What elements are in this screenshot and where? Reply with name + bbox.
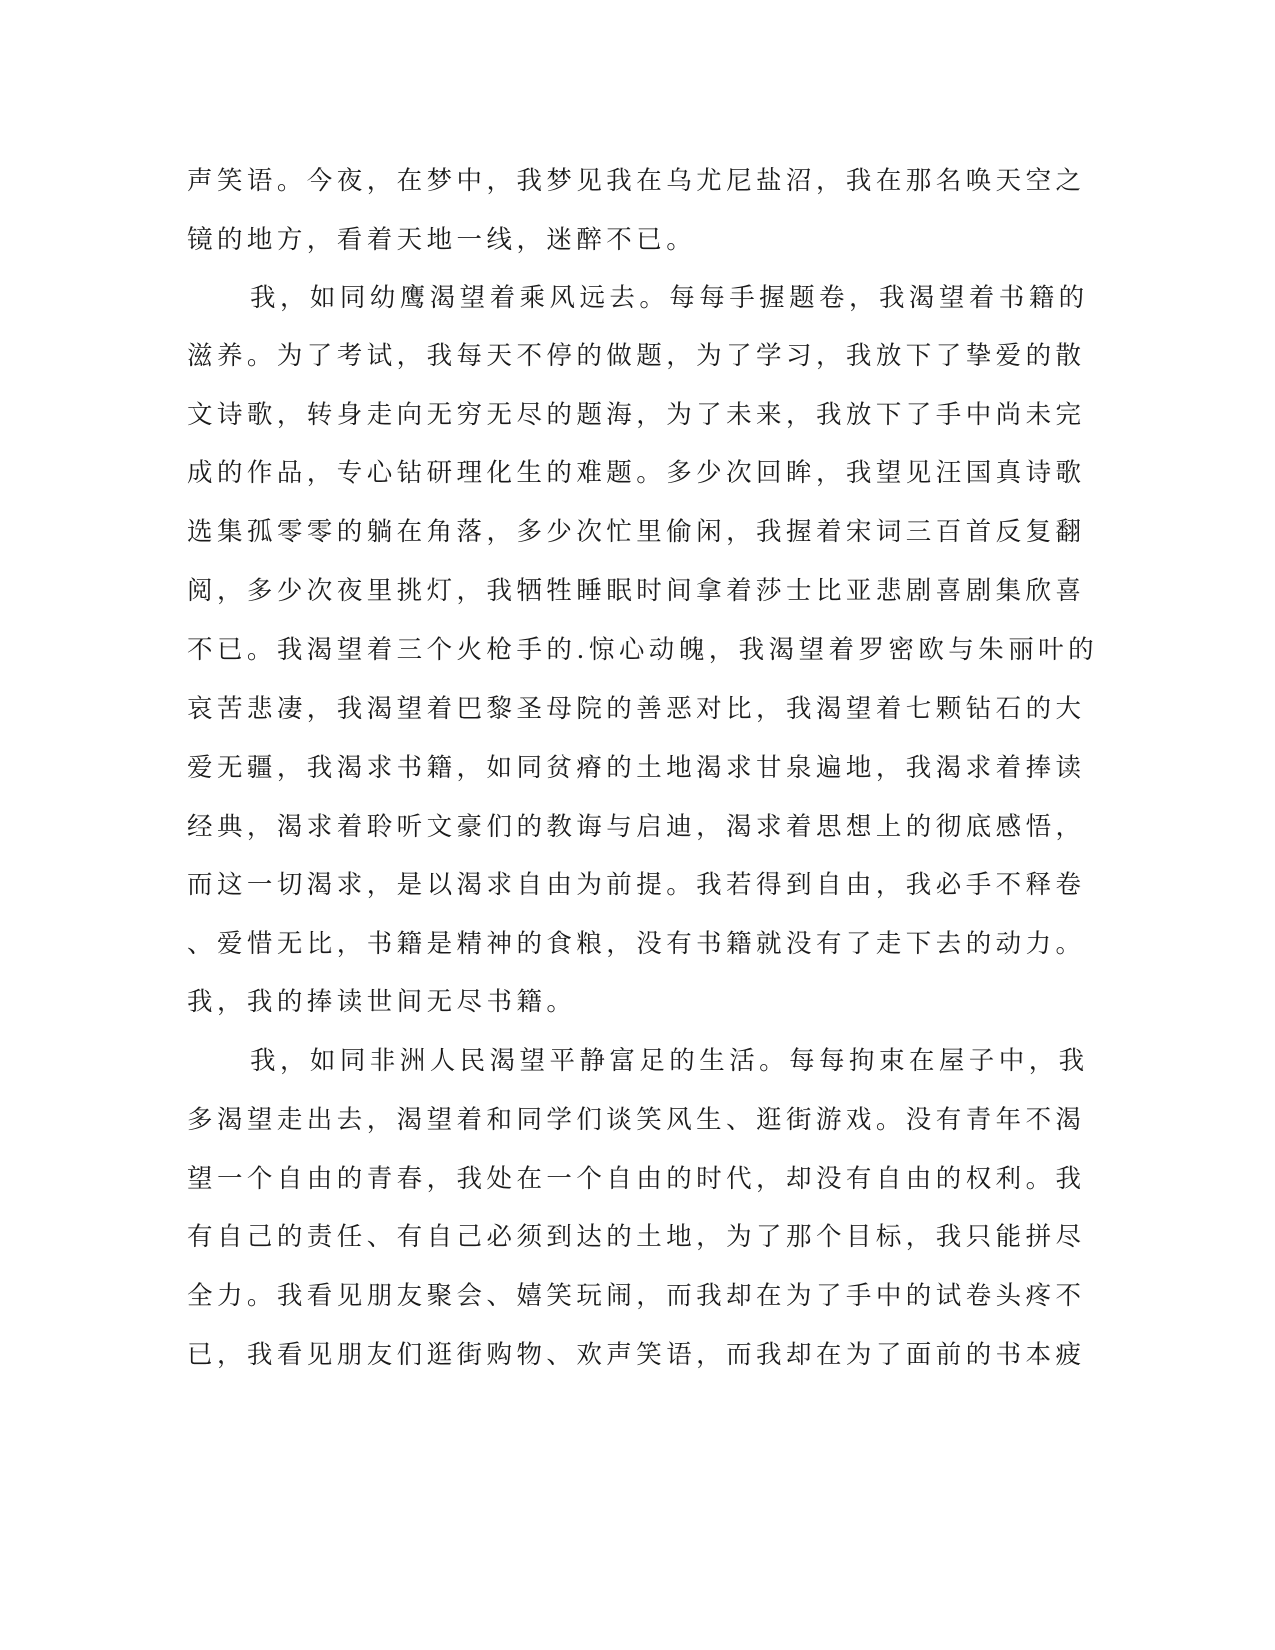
text-line: 滋养。为了考试，我每天不停的做题，为了学习，我放下了挚爱的散 (187, 341, 1086, 371)
paragraph-first-line: 我，如同非洲人民渴望平静富足的生活。每每拘束在屋子中，我 (250, 1046, 1089, 1076)
text-line: 多渴望走出去，渴望着和同学们谈笑风生、逛街游戏。没有青年不渴 (187, 1105, 1086, 1135)
text-line: 而这一切渴求，是以渴求自由为前提。我若得到自由，我必手不释卷 (187, 870, 1086, 900)
text-line: 已，我看见朋友们逛街购物、欢声笑语，而我却在为了面前的书本疲 (187, 1340, 1086, 1370)
text-line: 阅，多少次夜里挑灯，我牺牲睡眠时间拿着莎士比亚悲剧喜剧集欣喜 (187, 576, 1086, 606)
text-line: 、爱惜无比，书籍是精神的食粮，没有书籍就没有了走下去的动力。 (187, 929, 1086, 959)
text-line: 哀苦悲凄，我渴望着巴黎圣母院的善恶对比，我渴望着七颗钻石的大 (187, 694, 1086, 724)
text-line: 不已。我渴望着三个火枪手的.惊心动魄，我渴望着罗密欧与朱丽叶的 (187, 635, 1099, 665)
text-line: 镜的地方，看着天地一线，迷醉不已。 (187, 225, 697, 255)
text-line: 爱无疆，我渴求书籍，如同贫瘠的土地渴求甘泉遍地，我渴求着捧读 (187, 753, 1086, 783)
text-line: 成的作品，专心钻研理化生的难题。多少次回眸，我望见汪国真诗歌 (187, 458, 1086, 488)
text-line: 经典，渴求着聆听文豪们的教诲与启迪，渴求着思想上的彻底感悟， (187, 812, 1086, 842)
text-line: 望一个自由的青春，我处在一个自由的时代，却没有自由的权利。我 (187, 1164, 1086, 1194)
text-line: 有自己的责任、有自己必须到达的土地，为了那个目标，我只能拼尽 (187, 1222, 1086, 1252)
text-line: 声笑语。今夜，在梦中，我梦见我在乌尤尼盐沼，我在那名唤天空之 (187, 166, 1086, 196)
text-line: 选集孤零零的躺在角落，多少次忙里偷闲，我握着宋词三百首反复翻 (187, 517, 1086, 547)
paragraph-first-line: 我，如同幼鹰渴望着乘风远去。每每手握题卷，我渴望着书籍的 (250, 283, 1089, 313)
text-line: 全力。我看见朋友聚会、嬉笑玩闹，而我却在为了手中的试卷头疼不 (187, 1281, 1086, 1311)
text-line: 文诗歌，转身走向无穷无尽的题海，为了未来，我放下了手中尚未完 (187, 400, 1086, 430)
text-line: 我，我的捧读世间无尽书籍。 (187, 987, 577, 1017)
